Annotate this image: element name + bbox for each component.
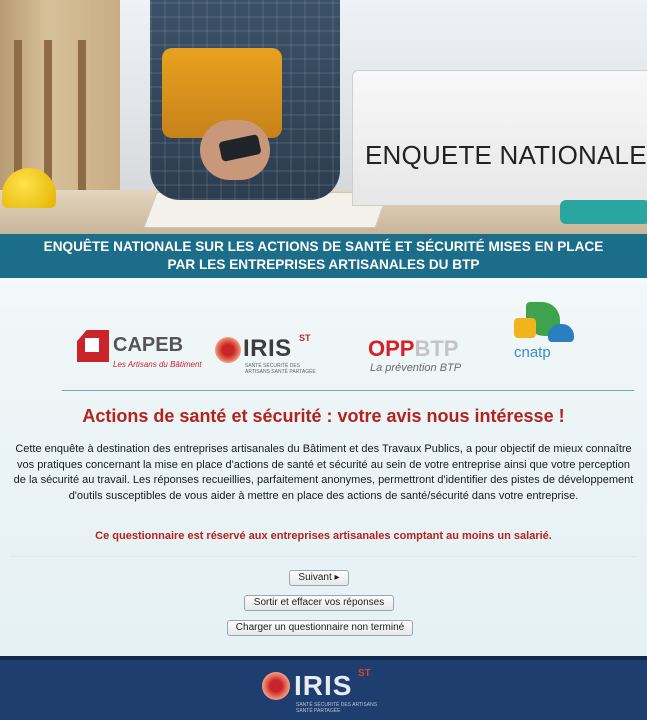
oppbtp-logo-text: OPPBTP [368,336,459,361]
oppbtp-logo [350,336,480,376]
partner-logos [0,278,647,388]
cnatp-logo [512,302,582,374]
capeb-logo-text: CAPEB [113,334,184,356]
capeb-logo [77,328,202,378]
divider [10,556,637,557]
main-content [0,278,647,656]
wood-plank [78,40,86,210]
iris-superscript: ST [299,333,311,343]
capeb-tagline: Les Artisans du Bâtiment [113,360,202,369]
hero-image [0,0,647,234]
hero-title: ENQUETE NATIONALE [365,140,647,170]
next-button[interactable]: Suivant ▸ [289,570,349,586]
oppbtp-tagline: La prévention BTP [370,362,462,374]
survey-banner [0,234,647,278]
drill-tool [560,200,647,224]
banner-line-2: PAR LES ENTREPRISES ARTISANALES DU BTP [167,257,480,272]
load-survey-button[interactable]: Charger un questionnaire non terminé [227,620,413,636]
eligibility-note: Ce questionnaire est réservé aux entreprises artisanales comptant au moins un salarié. [95,530,552,542]
survey-description: Cette enquête à destination des entreprises artisanales du Bâtiment et des Travaux Publics, a pour objectif de mieux connaître vos pratiques concernant la mise en place d'actions de santé et sécurité au sein de votre entreprise ainsi que votre perception de la sécurité au travail. Les réponses recueillies, parfaitement anonymes, permettront d'identifier des pistes de développement d'outils susceptibles de vous aider à mettre en place des actions de santé/sécurité dans votre entreprise. [13,443,634,502]
cnatp-logo-text: cnatp [514,344,551,361]
banner-line-1: ENQUÊTE NATIONALE SUR LES ACTIONS DE SANTÉ ET SÉCURITÉ MISES EN PLACE [43,239,604,254]
footer [0,656,647,720]
footer-superscript: ST [358,668,371,679]
iris-logo-text: IRIS [243,335,292,362]
iris-eye-icon [262,672,290,700]
survey-headline: Actions de santé et sécurité : votre avis nous intéresse ! [82,406,565,426]
divider [62,390,634,391]
iris-logo [215,333,325,373]
laptop-screen [352,70,647,206]
exit-clear-button[interactable]: Sortir et effacer vos réponses [244,595,394,611]
footer-logo-text: IRIS [294,670,353,701]
footer-tagline: SANTÉ SÉCURITÉ DES ARTISANS SANTÉ PARTAGÉE [296,702,378,714]
iris-eye-icon [215,337,241,363]
iris-tagline: SANTÉ SÉCURITÉ DES ARTISANS SANTÉ PARTAGÉE [245,363,316,375]
